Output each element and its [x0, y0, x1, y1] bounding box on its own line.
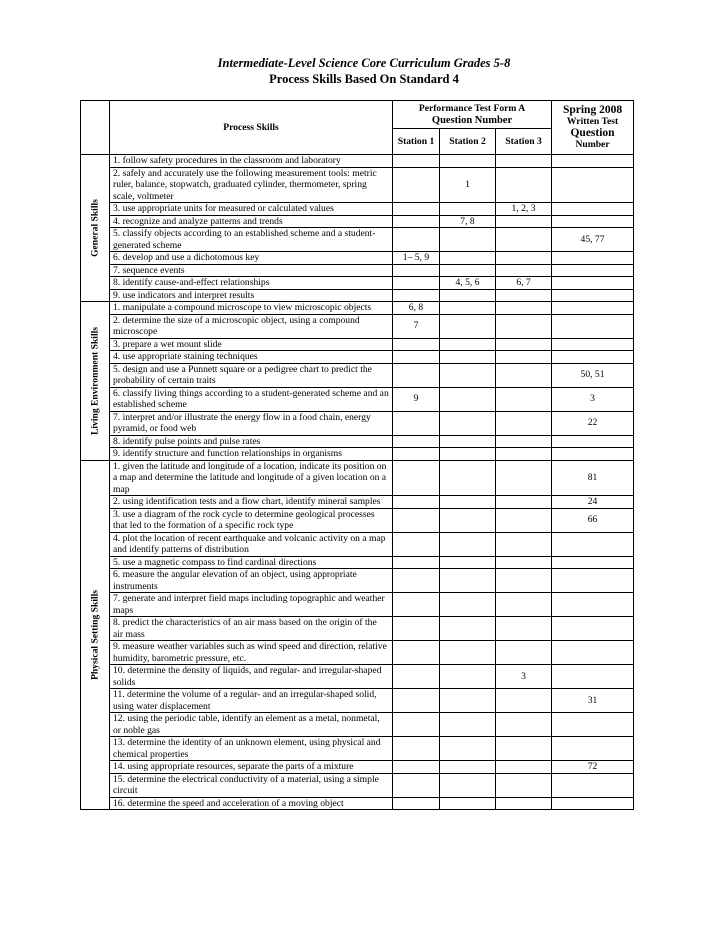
written-test-cell: [552, 569, 634, 593]
written-test-cell: [552, 155, 634, 168]
station-1-cell: [393, 496, 440, 509]
station-3-cell: [496, 435, 552, 448]
station-2-cell: [440, 435, 496, 448]
station-3-cell: [496, 167, 552, 203]
table-row: [81, 167, 634, 203]
written-test-cell: [552, 593, 634, 617]
skill-cell: 7. interpret and/or illustrate the energy flow in a food chain, energy pyramid, or food web: [110, 411, 393, 435]
skill-cell: 8. predict the characteristics of an air mass based on the origin of the air mass: [110, 617, 393, 641]
station-3-cell: [496, 338, 552, 351]
station-2-cell: [440, 314, 496, 338]
written-test-cell: [552, 277, 634, 290]
skill-cell: 2. determine the size of a microscopic object, using a compound microscope: [110, 314, 393, 338]
process-skills-header: Process Skills: [110, 101, 393, 155]
skill-cell: 3. use a diagram of the rock cycle to determine geological processes that led to the formation of a specific rock type: [110, 508, 393, 532]
table-row: [81, 689, 634, 713]
skill-cell: 1. manipulate a compound microscope to view microscopic objects: [110, 302, 393, 315]
station-1-cell: [393, 203, 440, 216]
station-3-cell: [496, 363, 552, 387]
station-2-cell: [440, 569, 496, 593]
station-3-cell: [496, 617, 552, 641]
skill-cell: 4. plot the location of recent earthquake and volcanic activity on a map and identify patterns of distribution: [110, 532, 393, 556]
skill-cell: 8. identify cause-and-effect relationships: [110, 277, 393, 290]
table-row: [81, 228, 634, 252]
station-1-cell: [393, 351, 440, 364]
station-1-cell: [393, 532, 440, 556]
station-1-cell: [393, 167, 440, 203]
station-1-cell: [393, 435, 440, 448]
station-3-cell: [496, 773, 552, 797]
station-1-cell: [393, 363, 440, 387]
station-1-cell: [393, 617, 440, 641]
table-row: [81, 508, 634, 532]
section-label-cell: [81, 302, 110, 461]
station-1-cell: [393, 508, 440, 532]
written-test-cell: [552, 264, 634, 277]
station-2-cell: 4, 5, 6: [440, 277, 496, 290]
station-3-cell: [496, 289, 552, 302]
table-row: [81, 713, 634, 737]
station-2-header: Station 2: [440, 129, 496, 155]
station-1-cell: [393, 277, 440, 290]
station-3-cell: [496, 532, 552, 556]
skill-cell: 4. recognize and analyze patterns and trends: [110, 215, 393, 228]
station-2-cell: [440, 496, 496, 509]
table-row: [81, 556, 634, 569]
station-1-cell: [393, 569, 440, 593]
station-2-cell: [440, 387, 496, 411]
table-row: [81, 203, 634, 216]
station-2-cell: [440, 155, 496, 168]
station-1-cell: [393, 155, 440, 168]
table-row: [81, 593, 634, 617]
station-3-cell: [496, 460, 552, 496]
station-3-cell: [496, 411, 552, 435]
table-row: [81, 569, 634, 593]
process-skills-table: [80, 100, 634, 810]
document-subtitle: Process Skills Based On Standard 4: [269, 72, 459, 86]
station-3-cell: [496, 228, 552, 252]
table-row: [81, 737, 634, 761]
table-row: [81, 155, 634, 168]
skill-cell: 5. use a magnetic compass to find cardinal directions: [110, 556, 393, 569]
station-3-cell: 1, 2, 3: [496, 203, 552, 216]
table-row: [81, 338, 634, 351]
table-row: [81, 289, 634, 302]
written-test-cell: 66: [552, 508, 634, 532]
station-3-cell: [496, 351, 552, 364]
station-3-cell: [496, 556, 552, 569]
section-label: General Skills: [89, 199, 101, 257]
station-2-cell: [440, 351, 496, 364]
performance-test-header: [393, 101, 552, 129]
station-3-cell: [496, 593, 552, 617]
station-2-cell: [440, 641, 496, 665]
station-3-cell: [496, 387, 552, 411]
written-test-question: Question: [570, 126, 615, 139]
station-2-cell: [440, 761, 496, 774]
station-2-cell: [440, 713, 496, 737]
written-test-cell: [552, 617, 634, 641]
skill-cell: 16. determine the speed and acceleration of a moving object: [110, 797, 393, 810]
skill-cell: 2. safely and accurately use the following measurement tools: metric ruler, balance, stopwatch, graduated cylinder, thermometer, spring scale, voltmeter: [110, 167, 393, 203]
table-row: [81, 411, 634, 435]
station-1-header: Station 1: [393, 129, 440, 155]
skill-cell: 11. determine the volume of a regular- and an irregular-shaped solid, using water displacement: [110, 689, 393, 713]
skill-cell: 15. determine the electrical conductivity of a material, using a simple circuit: [110, 773, 393, 797]
station-2-cell: [440, 532, 496, 556]
written-test-cell: [552, 713, 634, 737]
station-1-cell: [393, 665, 440, 689]
written-test-cell: 81: [552, 460, 634, 496]
written-test-number: Number: [575, 139, 610, 150]
station-2-cell: [440, 797, 496, 810]
written-test-cell: 45, 77: [552, 228, 634, 252]
station-3-cell: [496, 641, 552, 665]
written-test-cell: [552, 556, 634, 569]
written-test-cell: [552, 215, 634, 228]
station-1-cell: 7: [393, 314, 440, 338]
written-test-cell: [552, 797, 634, 810]
station-1-cell: 1– 5, 9: [393, 252, 440, 265]
station-3-cell: [496, 569, 552, 593]
skill-cell: 7. sequence events: [110, 264, 393, 277]
skill-cell: 9. use indicators and interpret results: [110, 289, 393, 302]
skill-cell: 1. given the latitude and longitude of a location, indicate its position on a map and determine the latitude and longitude of a given location on a map: [110, 460, 393, 496]
skill-cell: 13. determine the identity of an unknown element, using physical and chemical properties: [110, 737, 393, 761]
station-2-cell: [440, 252, 496, 265]
station-3-cell: [496, 215, 552, 228]
written-test-cell: [552, 203, 634, 216]
station-3-cell: [496, 448, 552, 461]
station-2-cell: [440, 773, 496, 797]
station-2-cell: [440, 508, 496, 532]
written-test-cell: 50, 51: [552, 363, 634, 387]
skill-cell: 7. generate and interpret field maps including topographic and weather maps: [110, 593, 393, 617]
table-row: [81, 351, 634, 364]
table-row: [81, 363, 634, 387]
skill-cell: 5. design and use a Punnett square or a pedigree chart to predict the probability of certain traits: [110, 363, 393, 387]
station-2-cell: [440, 689, 496, 713]
station-3-cell: [496, 155, 552, 168]
station-2-cell: [440, 665, 496, 689]
station-3-cell: [496, 508, 552, 532]
section-label-cell: [81, 155, 110, 302]
table-row: [81, 797, 634, 810]
table-row: [81, 532, 634, 556]
station-3-cell: [496, 761, 552, 774]
written-test-cell: [552, 351, 634, 364]
written-test-label: Written Test: [566, 116, 619, 127]
station-3-cell: [496, 713, 552, 737]
station-1-cell: [393, 713, 440, 737]
table-row: [81, 252, 634, 265]
station-1-cell: [393, 797, 440, 810]
question-number-label: Question Number: [431, 114, 513, 126]
skill-cell: 9. identify structure and function relationships in organisms: [110, 448, 393, 461]
station-1-cell: [393, 289, 440, 302]
table-row: [81, 277, 634, 290]
written-test-cell: [552, 737, 634, 761]
written-test-cell: [552, 289, 634, 302]
skill-cell: 5. classify objects according to an established scheme and a student-generated scheme: [110, 228, 393, 252]
station-3-cell: [496, 302, 552, 315]
station-2-cell: [440, 289, 496, 302]
station-1-cell: [393, 689, 440, 713]
station-1-cell: 6, 8: [393, 302, 440, 315]
station-3-cell: [496, 252, 552, 265]
skill-cell: 10. determine the density of liquids, and regular- and irregular-shaped solids: [110, 665, 393, 689]
station-2-cell: [440, 737, 496, 761]
skill-cell: 6. classify living things according to a student-generated scheme and an established scheme: [110, 387, 393, 411]
document-title: Intermediate-Level Science Core Curriculum Grades 5-8: [217, 56, 511, 70]
table-row: [81, 314, 634, 338]
written-test-cell: [552, 167, 634, 203]
written-test-cell: [552, 252, 634, 265]
section-header-blank: [81, 101, 110, 155]
section-label: Living Environment Skills: [89, 326, 101, 435]
station-3-header: Station 3: [496, 129, 552, 155]
written-test-cell: [552, 338, 634, 351]
station-1-cell: [393, 338, 440, 351]
written-test-cell: [552, 665, 634, 689]
station-3-cell: [496, 797, 552, 810]
station-2-cell: [440, 203, 496, 216]
station-2-cell: [440, 302, 496, 315]
station-2-cell: [440, 264, 496, 277]
skill-cell: 14. using appropriate resources, separate the parts of a mixture: [110, 761, 393, 774]
table-row: [81, 448, 634, 461]
section-label: Physical Setting Skills: [89, 589, 101, 680]
performance-test-title: Performance Test Form A: [418, 103, 526, 114]
skill-cell: 2. using identification tests and a flow chart, identify mineral samples: [110, 496, 393, 509]
station-1-cell: [393, 641, 440, 665]
table-row: [81, 215, 634, 228]
written-test-cell: 24: [552, 496, 634, 509]
skill-cell: 4. use appropriate staining techniques: [110, 351, 393, 364]
station-1-cell: [393, 448, 440, 461]
skill-cell: 3. prepare a wet mount slide: [110, 338, 393, 351]
written-test-cell: [552, 314, 634, 338]
station-1-cell: [393, 556, 440, 569]
station-1-cell: [393, 411, 440, 435]
skill-cell: 8. identify pulse points and pulse rates: [110, 435, 393, 448]
written-test-cell: [552, 448, 634, 461]
station-3-cell: [496, 737, 552, 761]
written-test-year: Spring 2008: [562, 103, 623, 116]
skill-cell: 3. use appropriate units for measured or calculated values: [110, 203, 393, 216]
table-row: [81, 773, 634, 797]
written-test-cell: [552, 641, 634, 665]
station-2-cell: 7, 8: [440, 215, 496, 228]
station-3-cell: [496, 314, 552, 338]
station-3-cell: [496, 496, 552, 509]
table-row: [81, 641, 634, 665]
station-3-cell: [496, 689, 552, 713]
station-2-cell: [440, 448, 496, 461]
table-row: [81, 302, 634, 315]
written-test-cell: [552, 302, 634, 315]
station-2-cell: [440, 460, 496, 496]
written-test-cell: 3: [552, 387, 634, 411]
station-3-cell: [496, 264, 552, 277]
table-row: [81, 460, 634, 496]
table-row: [81, 435, 634, 448]
station-1-cell: [393, 773, 440, 797]
written-test-cell: [552, 532, 634, 556]
station-2-cell: [440, 593, 496, 617]
skill-cell: 1. follow safety procedures in the classroom and laboratory: [110, 155, 393, 168]
station-3-cell: 3: [496, 665, 552, 689]
table-row: [81, 761, 634, 774]
station-1-cell: [393, 264, 440, 277]
written-test-header: [552, 101, 634, 155]
station-2-cell: [440, 556, 496, 569]
station-1-cell: 9: [393, 387, 440, 411]
written-test-cell: [552, 435, 634, 448]
skill-cell: 9. measure weather variables such as wind speed and direction, relative humidity, barometric pressure, etc.: [110, 641, 393, 665]
table-row: [81, 496, 634, 509]
station-2-cell: [440, 411, 496, 435]
station-3-cell: 6, 7: [496, 277, 552, 290]
station-2-cell: [440, 617, 496, 641]
table-row: [81, 264, 634, 277]
skill-cell: 12. using the periodic table, identify an element as a metal, nonmetal, or noble gas: [110, 713, 393, 737]
station-1-cell: [393, 593, 440, 617]
written-test-cell: [552, 773, 634, 797]
written-test-cell: 31: [552, 689, 634, 713]
skill-cell: 6. measure the angular elevation of an object, using appropriate instruments: [110, 569, 393, 593]
written-test-cell: 22: [552, 411, 634, 435]
section-label-cell: [81, 460, 110, 810]
table-row: [81, 387, 634, 411]
station-1-cell: [393, 737, 440, 761]
written-test-cell: 72: [552, 761, 634, 774]
station-1-cell: [393, 228, 440, 252]
table-row: [81, 617, 634, 641]
station-2-cell: [440, 338, 496, 351]
table-row: [81, 665, 634, 689]
station-2-cell: 1: [440, 167, 496, 203]
station-1-cell: [393, 215, 440, 228]
station-1-cell: [393, 761, 440, 774]
station-1-cell: [393, 460, 440, 496]
table-body: [81, 155, 634, 810]
station-2-cell: [440, 363, 496, 387]
skill-cell: 6. develop and use a dichotomous key: [110, 252, 393, 265]
station-2-cell: [440, 228, 496, 252]
